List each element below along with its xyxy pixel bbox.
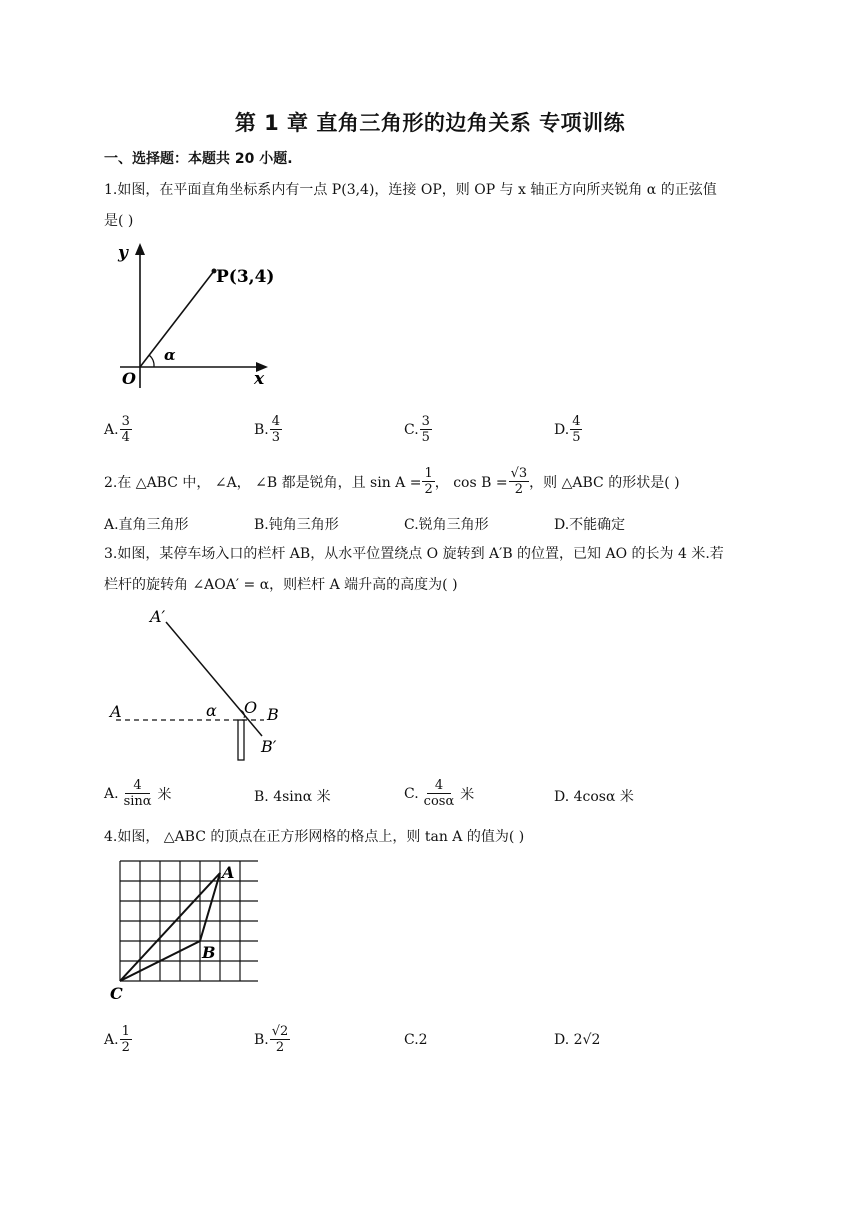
denominator: 5 [421,430,430,445]
question-3-figure [104,600,304,770]
numerator: 3 [121,414,130,429]
x-axis-label: x [254,369,265,389]
q1-option-d[interactable] [554,414,582,445]
q3-option-c[interactable] [404,778,474,809]
post [238,720,244,760]
numerator: 4 [427,778,451,794]
fraction [120,1024,132,1055]
origin-label: O [122,369,136,388]
denominator: sinα [123,794,152,809]
option-label: C. [404,421,419,438]
denominator: 2 [275,1040,285,1055]
question-1-figure [110,238,280,398]
q2-option-a[interactable]: A.直角三角形 [104,517,189,533]
q4-option-a[interactable] [104,1024,132,1055]
vertex-a-label: A [222,863,235,882]
fraction [420,414,432,445]
option-label: B. [254,421,269,438]
fraction [120,414,132,445]
question-4-text: 4.如图， △ABC 的顶点在正方形网格的格点上，则 tan A 的值为( ) [104,829,525,845]
o-label: O [244,698,258,717]
point-p-label: P(3,4) [216,267,275,287]
fraction-sin [422,466,434,497]
numerator: 4 [125,778,149,794]
q3-option-a[interactable] [104,778,172,809]
denominator: 2 [424,482,433,497]
option-label: A. [104,1031,119,1048]
q2-option-b[interactable]: B.钝角三角形 [254,517,339,533]
question-4-figure [108,856,258,1004]
numerator: 1 [424,466,433,481]
question-3-text-cont: 栏杆的旋转角 ∠AOA′ = α，则栏杆 A 端升高的高度为( ) [104,577,458,593]
denominator: 5 [572,430,581,445]
fraction [122,778,154,809]
fraction [270,1024,291,1055]
q3-option-b[interactable]: B. 4sinα 米 [254,789,331,805]
q1-option-c[interactable] [404,414,432,445]
fraction-cos [509,466,530,497]
triangle-abc [120,873,220,981]
question-1-text: 1.如图，在平面直角坐标系内有一点 P(3,4)，连接 OP，则 OP 与 x 轴正方向所夹锐角 α 的正弦值 [104,182,717,198]
numerator: 4 [271,414,281,429]
fraction [270,414,282,445]
a-label: A [110,702,122,721]
b-prime-label: B′ [261,737,277,756]
y-axis-label: y [118,243,128,263]
denominator: 2 [514,482,524,497]
question-1-text-cont: 是( ) [104,213,134,229]
q4-option-b[interactable] [254,1024,290,1055]
numerator: 4 [572,414,581,429]
unit: 米 [157,786,172,803]
section-heading: 一、选择题：本题共 20 小题. [104,151,293,167]
b-label: B [267,705,279,724]
vertex-c-label: C [110,984,123,1003]
angle-alpha-arc [149,355,154,367]
angle-alpha-label: α [164,346,176,364]
square-grid [120,861,258,981]
q2-text-b: ， cos B = [434,474,508,491]
vertex-b-label: B [202,943,216,962]
a-prime-label: A′ [150,607,166,626]
denominator: 2 [121,1040,130,1055]
denominator: 3 [271,430,281,445]
q2-option-c[interactable]: C.锐角三角形 [404,517,489,533]
question-3-text: 3.如图，某停车场入口的栏杆 AB，从水平位置绕点 O 旋转到 A′B 的位置，已知 AO 的长为 4 米.若 [104,546,724,562]
numerator: 3 [421,414,430,429]
option-label: C. [404,785,419,802]
denominator: 4 [121,430,130,445]
segment-op [140,271,214,367]
question-2-text [104,466,680,497]
q4-option-c[interactable]: C.2 [404,1032,428,1048]
denominator: cosα [423,794,455,809]
q4-option-d[interactable]: D. 2√2 [554,1032,601,1048]
y-axis-arrow-icon [135,243,145,255]
q2-option-d[interactable]: D.不能确定 [554,517,626,533]
alpha-label: α [206,701,217,720]
numerator: √2 [271,1024,289,1039]
q1-option-b[interactable] [254,414,282,445]
numerator: √3 [510,466,528,481]
q2-text-a: 2.在 △ABC 中， ∠A， ∠B 都是锐角，且 sin A = [104,474,422,491]
fraction [422,778,457,809]
option-label: A. [104,785,119,802]
q1-option-a[interactable] [104,414,132,445]
option-label: B. [254,1031,269,1048]
unit: 米 [460,786,475,803]
page-title: 第 1 章 直角三角形的边角关系 专项训练 [234,111,626,135]
q2-text-c: ，则 △ABC 的形状是( ) [529,474,680,491]
numerator: 1 [121,1024,130,1039]
option-label: D. [554,421,570,438]
fraction [570,414,582,445]
option-label: A. [104,421,119,438]
q3-option-d[interactable]: D. 4cosα 米 [554,789,634,805]
